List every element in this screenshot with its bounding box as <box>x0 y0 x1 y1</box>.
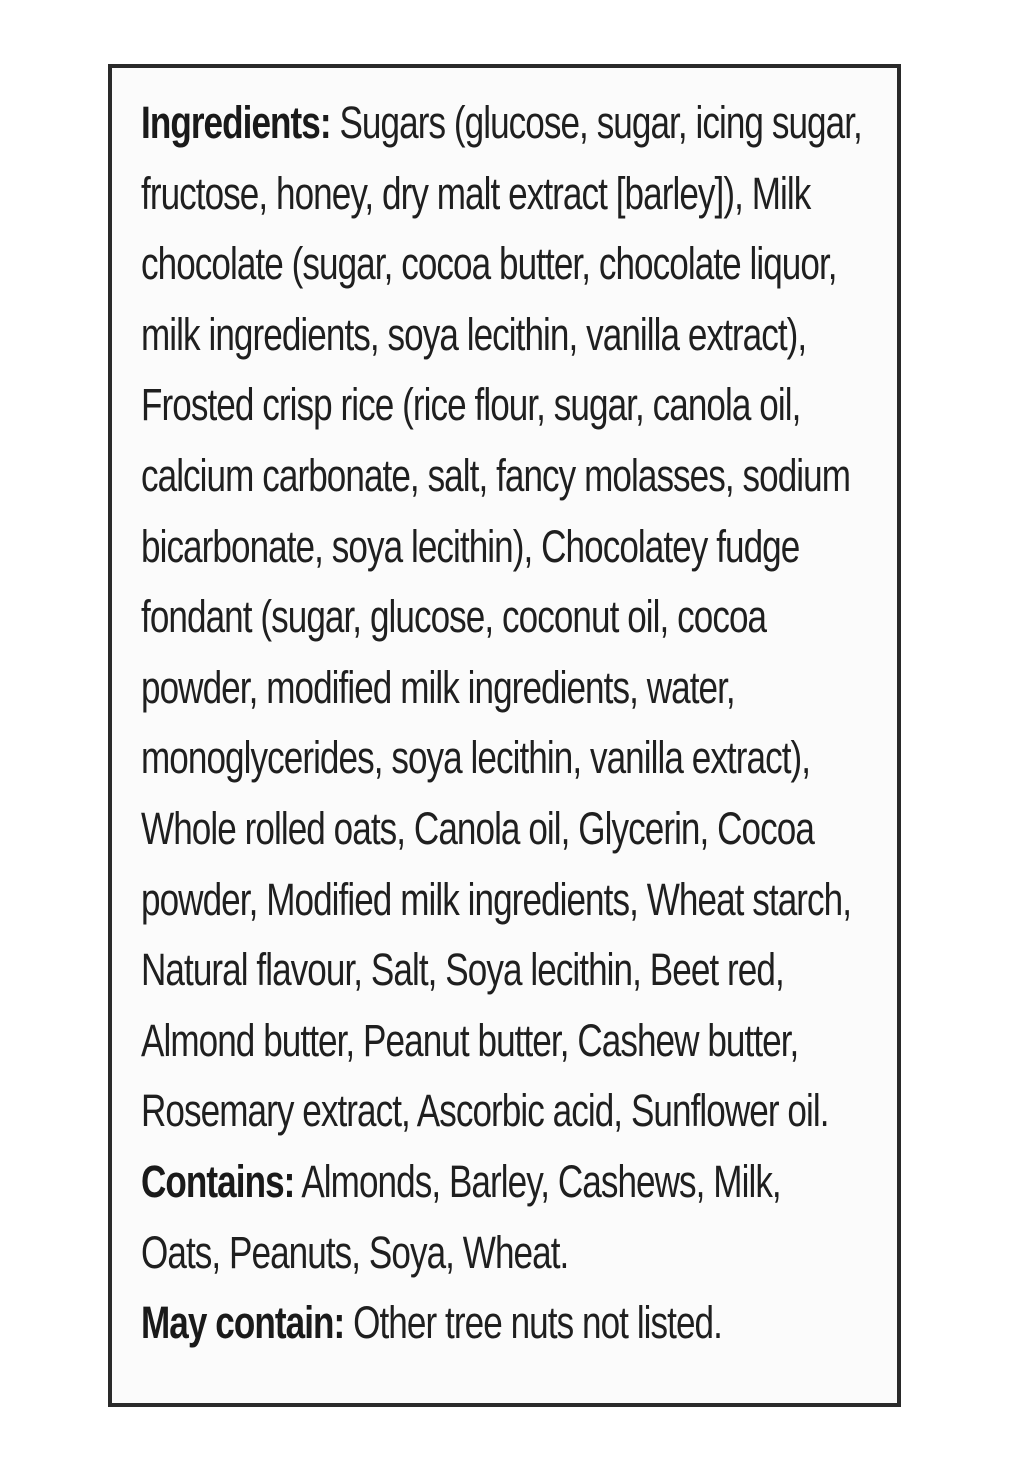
ingredients-line-4: milk ingredients, soya lecithin, vanilla extract), <box>141 308 807 360</box>
ingredients-line-1 <box>141 88 862 159</box>
ingredients-text: Sugars (glucose, sugar, icing sugar, <box>339 97 862 148</box>
contains-line-1 <box>141 1147 781 1218</box>
contains-line-2: Oats, Peanuts, Soya, Wheat. <box>141 1226 569 1278</box>
contains-text: Almonds, Barley, Cashews, Milk, <box>301 1155 781 1207</box>
ingredients-line-7: bicarbonate, soya lecithin), Chocolatey fudge <box>141 520 800 572</box>
ingredients-line-15: Rosemary extract, Ascorbic acid, Sunflower oil. <box>141 1085 829 1137</box>
ingredients-line-11: Whole rolled oats, Canola oil, Glycerin, Cocoa <box>141 802 814 854</box>
ingredients-heading: Ingredients: <box>141 97 331 148</box>
ingredients-line-14: Almond butter, Peanut butter, Cashew butter, <box>141 1014 799 1066</box>
may-contain-heading: May contain: <box>141 1297 345 1349</box>
ingredients-line-2: fructose, honey, dry malt extract [barley]), Milk <box>141 167 811 219</box>
contains-heading: Contains: <box>141 1155 295 1207</box>
may-contain-line <box>141 1288 734 1359</box>
ingredients-line-5: Frosted crisp rice (rice flour, sugar, canola oil, <box>141 379 801 431</box>
ingredients-line-12: powder, Modified milk ingredients, Wheat starch, <box>141 873 852 925</box>
ingredients-line-10: monoglycerides, soya lecithin, vanilla extract), <box>141 732 811 784</box>
may-contain-text: Other tree nuts not listed. <box>353 1297 722 1349</box>
ingredients-line-8: fondant (sugar, glucose, coconut oil, cocoa <box>141 591 767 643</box>
ingredients-line-3: chocolate (sugar, cocoa butter, chocolate liquor, <box>141 238 837 290</box>
ingredients-line-13: Natural flavour, Salt, Soya lecithin, Beet red, <box>141 944 784 996</box>
ingredients-line-9: powder, modified milk ingredients, water, <box>141 661 735 713</box>
ingredients-text-block <box>141 88 901 1359</box>
ingredients-line-6: calcium carbonate, salt, fancy molasses, sodium <box>141 449 851 501</box>
